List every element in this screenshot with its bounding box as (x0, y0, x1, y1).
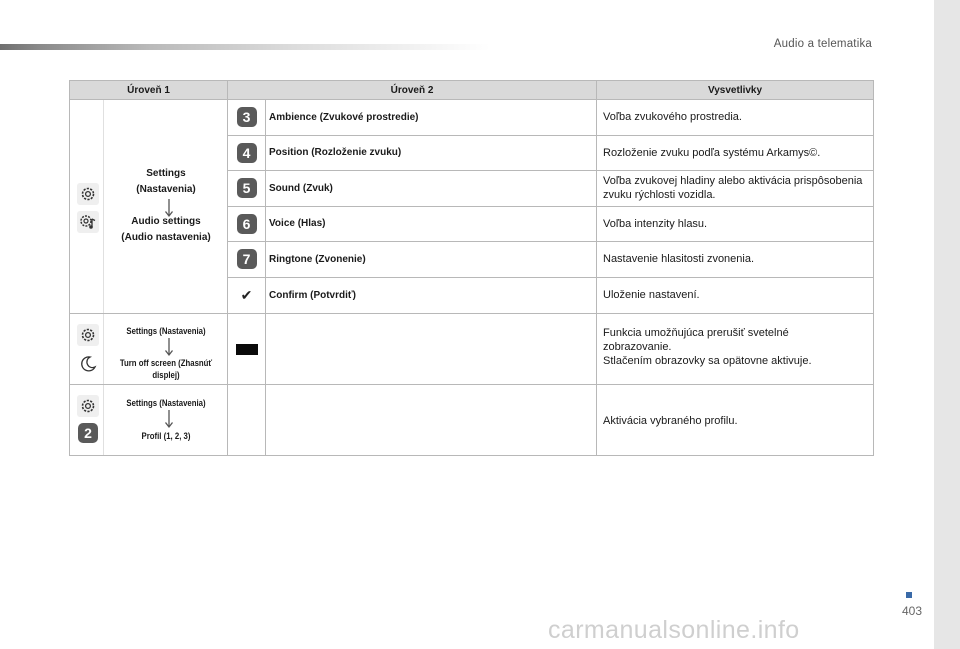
explanation: Nastavenie hlasitosti zvonenia. (603, 253, 755, 266)
level2-label: Voice (Hlas) (266, 207, 597, 242)
badge-3-icon: 3 (237, 107, 257, 127)
level2-rows (228, 314, 873, 384)
level2-rows (228, 385, 873, 455)
level1-audio-settings-label: Audio settings (Audio nastavenia) (121, 216, 211, 243)
level1-label-cell (104, 385, 228, 455)
page-number: 403 (902, 604, 923, 618)
badge-7-icon: 7 (237, 249, 257, 269)
badge-4-icon: 4 (237, 143, 257, 163)
settings-table (69, 80, 874, 456)
level1-profile-label: Profil (1, 2, 3) (141, 431, 191, 442)
badge-5-icon: 5 (237, 178, 257, 198)
level2-label: Ringtone (Zvonenie) (266, 242, 597, 277)
watermark: carmanualsonline.info (548, 616, 800, 644)
table-row (228, 242, 873, 278)
header-gradient-bar (0, 44, 490, 50)
level2-label: Position (Rozloženie zvuku) (266, 136, 597, 171)
moon-icon (77, 353, 99, 375)
table-row (228, 171, 873, 207)
explanation: Funkcia umožňujúca prerušiť svetelné zobrazovanie. Stlačením obrazovky sa opätovne aktivuje. (603, 327, 812, 367)
table-row (228, 100, 873, 136)
settings-gear-icon (77, 324, 99, 346)
explanation: Rozloženie zvuku podľa systému Arkamys©. (603, 146, 821, 159)
level2-rows (228, 100, 873, 313)
down-arrow-icon (164, 410, 174, 430)
settings-gear-icon (77, 395, 99, 417)
explanation: Aktivácia vybraného profilu. (603, 414, 738, 427)
column-header-level1: Úroveň 1 (70, 81, 228, 99)
column-header-explanation: Vysvetlivky (707, 84, 763, 96)
down-arrow-icon (164, 338, 174, 358)
audio-settings-icon (77, 211, 99, 233)
level2-label: Confirm (Potvrdiť) (266, 278, 597, 314)
explanation: Uloženie nastavení. (603, 289, 700, 302)
explanation: Voľba zvukového prostredia. (603, 111, 742, 124)
explanation: Voľba intenzity hlasu. (603, 217, 708, 230)
profile-block (70, 384, 873, 455)
level1-icon-cell (70, 314, 104, 384)
table-row (228, 207, 873, 243)
level1-icon-cell (70, 100, 104, 313)
level1-settings-label: Settings (Nastavenia) (126, 398, 206, 409)
explanation: Voľba zvukovej hladiny alebo aktivácia prispôsobenia zvuku rýchlosti vozidla. (603, 175, 863, 202)
badge-2-icon: 2 (78, 423, 98, 443)
checkmark-icon: ✔ (240, 286, 253, 303)
page-marker (906, 592, 912, 598)
level2-label: Sound (Zvuk) (266, 171, 597, 206)
settings-gear-icon (77, 183, 99, 205)
black-screen-icon (236, 344, 258, 355)
level1-icon-cell (70, 385, 104, 455)
column-header-level2: Úroveň 2 (228, 81, 597, 99)
table-row (228, 278, 873, 314)
level1-label-cell (104, 314, 228, 384)
table-row (228, 136, 873, 172)
level2-label: Ambience (Zvukové prostredie) (266, 100, 597, 135)
level1-settings-label: Settings (Nastavenia) (126, 326, 206, 337)
table-header (70, 81, 873, 99)
audio-settings-block (70, 99, 873, 313)
page-side-strip (934, 0, 960, 649)
turn-off-screen-block (70, 313, 873, 384)
level1-label-cell (104, 100, 228, 313)
section-title: Audio a telematika (773, 38, 872, 50)
badge-6-icon: 6 (237, 214, 257, 234)
level1-turn-off-screen-label: Turn off screen (Zhasnúť displej) (119, 358, 213, 381)
level1-settings-label: Settings (Nastavenia) (136, 168, 196, 195)
